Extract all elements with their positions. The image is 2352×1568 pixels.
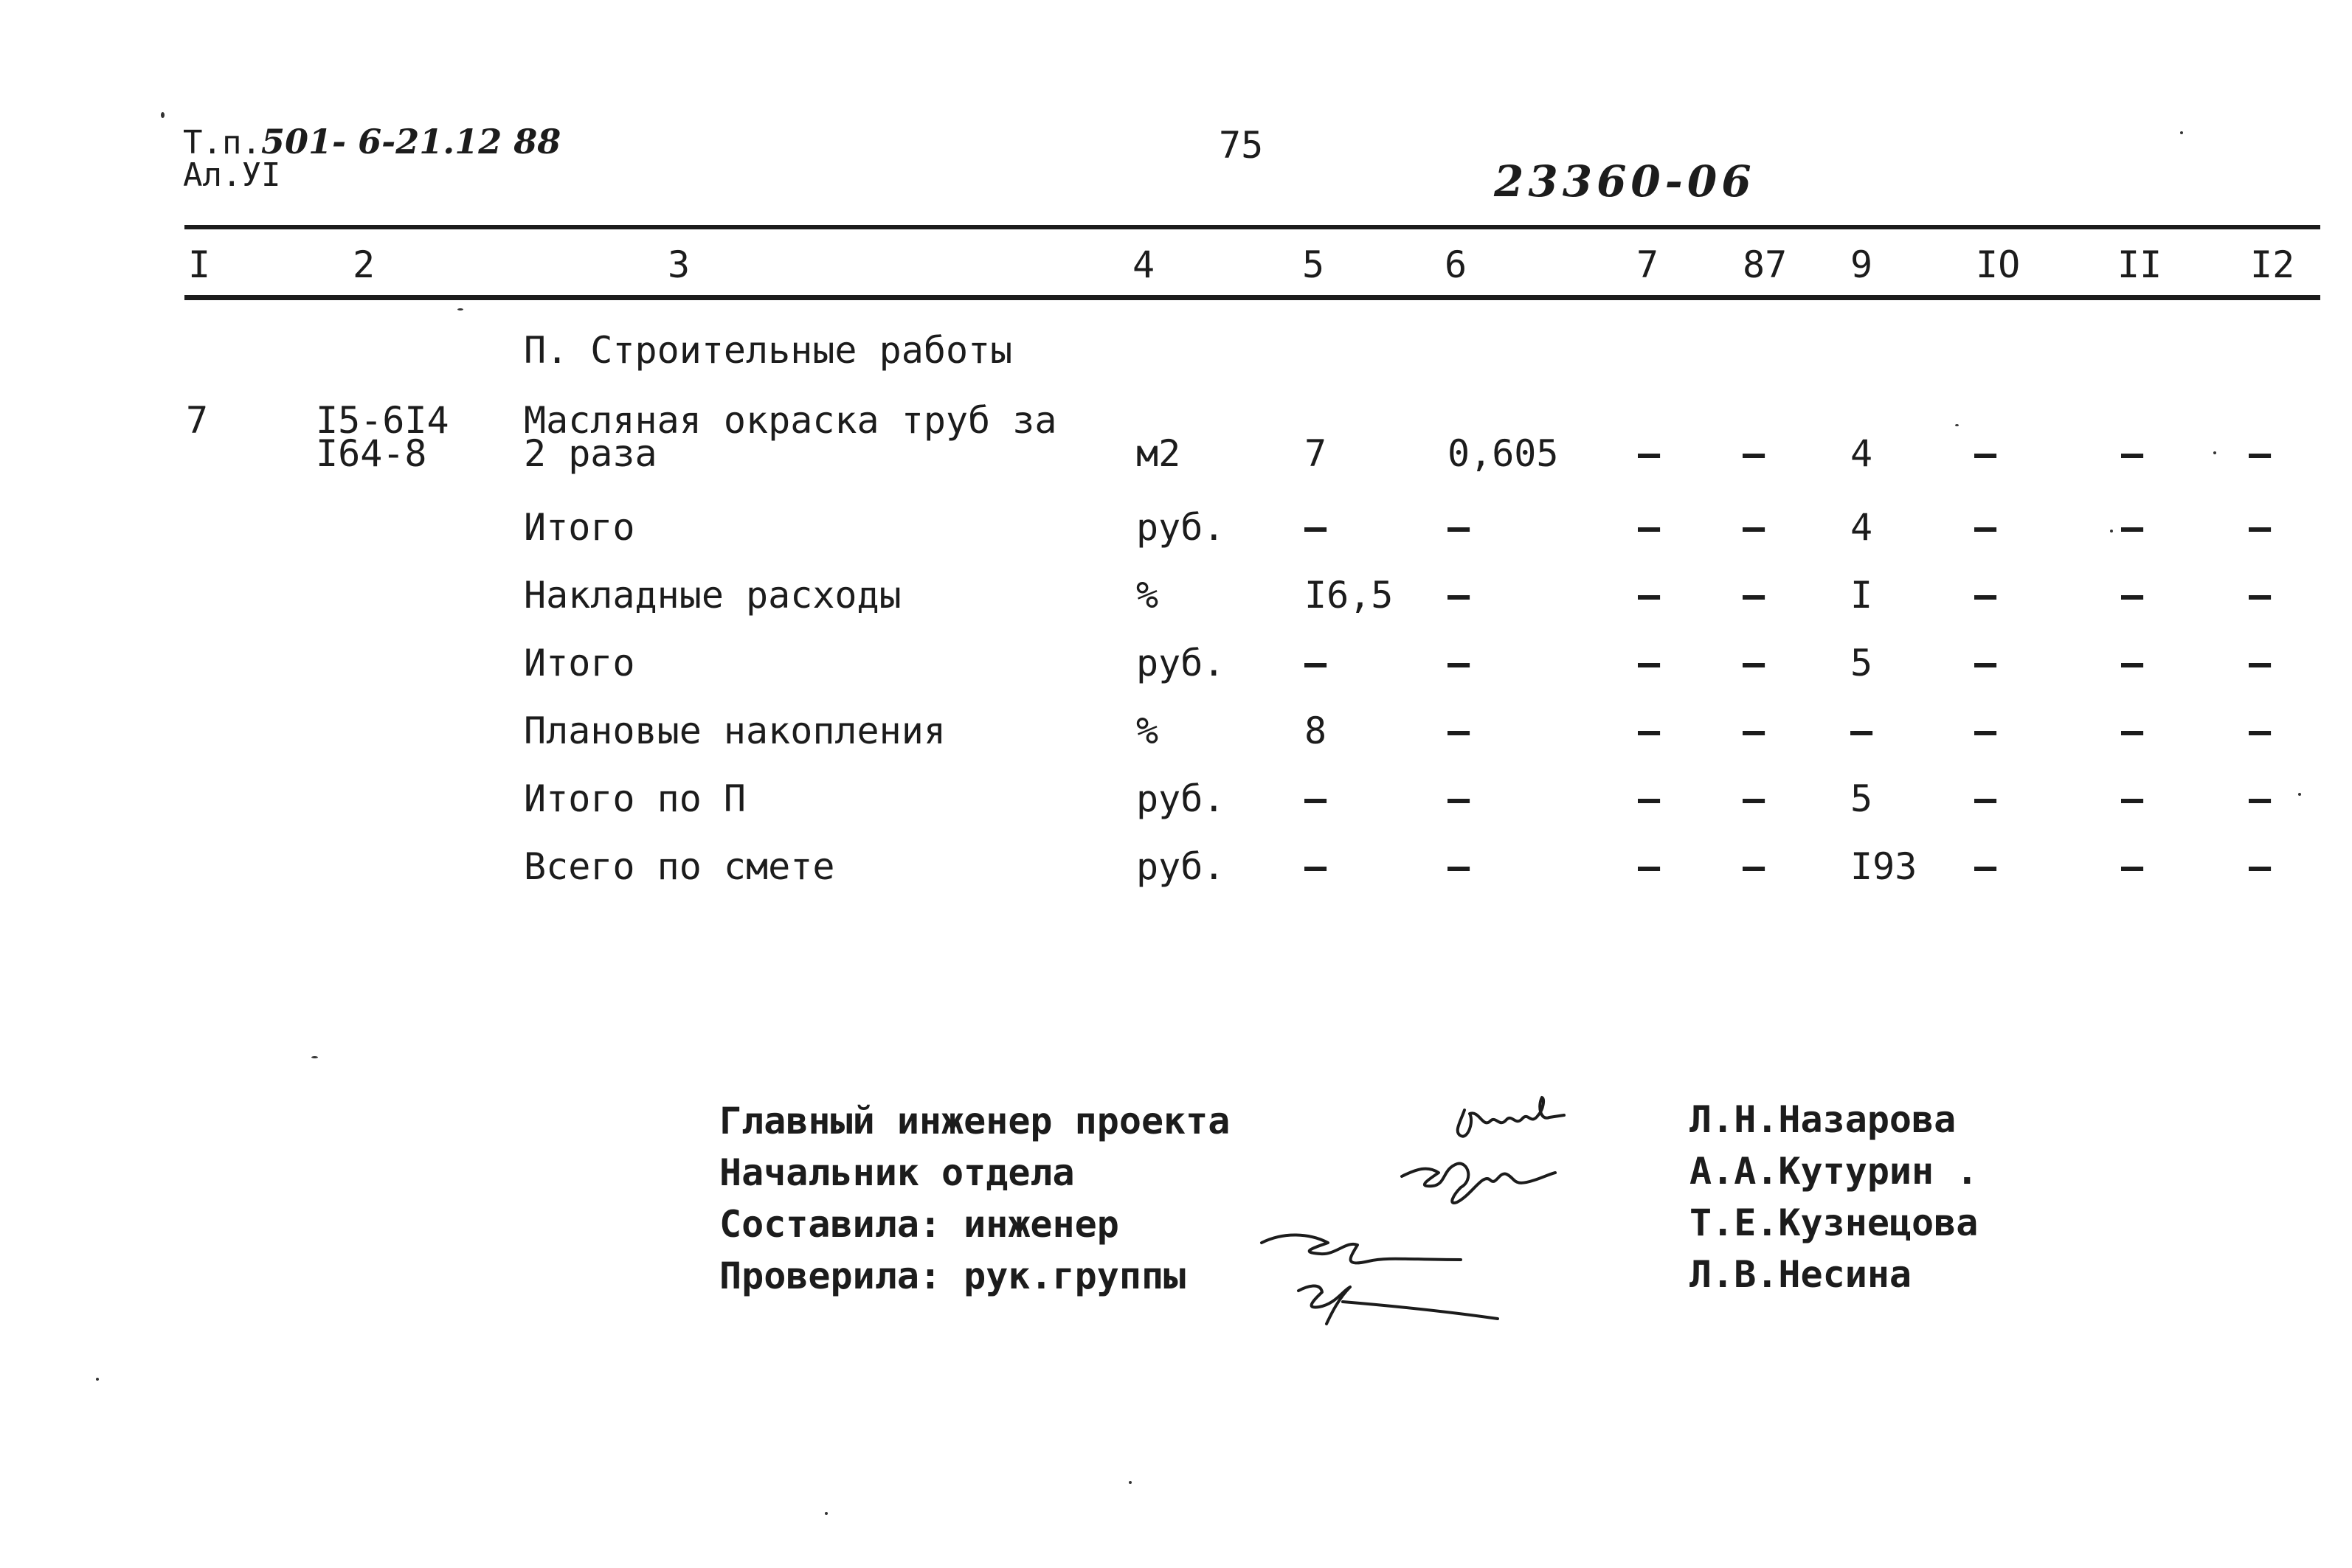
row-unit: руб. [1136,777,1225,820]
row-cell-c12: – [2249,432,2272,475]
signatures-drawing [1239,1077,1653,1357]
row-unit: % [1136,710,1159,752]
column-number: I2 [2250,243,2295,286]
row-cell-c7: – [1638,777,1661,820]
row-cell-c9: I [1850,574,1873,617]
column-number: 87 [1743,243,1788,286]
row-cell-c7: – [1638,710,1661,752]
row-cell-c12: – [2249,506,2272,549]
reference-line [183,122,561,162]
row-cell-c6: – [1447,710,1470,752]
row-cell-c8: – [1743,642,1765,684]
column-number: IO [1976,243,2021,286]
row-cell-c11: – [2121,710,2144,752]
row-cell-c10: – [1974,777,1997,820]
row-cell-c12: – [2249,642,2272,684]
row-cell-c5: I6,5 [1304,574,1394,617]
row-cell-c11: – [2121,574,2144,617]
row-cell-c5: 7 [1304,432,1327,475]
row-name: Масляная окраска труб за [524,399,1057,442]
signature-kuturin-mark [1402,1164,1555,1203]
signatory-name: А.А.Кутурин . [1689,1150,1979,1193]
speck [2180,131,2183,134]
row-cell-c6: – [1447,506,1470,549]
row-cell-c11: – [2121,642,2144,684]
column-number: 5 [1302,243,1325,286]
signature-kuznetsova-mark [1262,1235,1461,1263]
row-name: Плановые накопления [524,710,946,752]
row-cell-c11: – [2121,845,2144,888]
row-cell-c6: 0,605 [1447,432,1559,475]
row-cell-c6: – [1447,642,1470,684]
speck [2298,793,2301,796]
row-cell-c7: – [1638,432,1661,475]
row-cell-c9: 4 [1850,432,1873,475]
row-cell-c12: – [2249,710,2272,752]
signature-role: Начальник отдела [719,1151,1075,1194]
signature-role: Проверила: рук.группы [719,1255,1186,1297]
row-cell-c8: – [1743,710,1765,752]
row-unit: м2 [1136,432,1181,475]
row-name: Накладные расходы [524,574,902,617]
row-cell-c6: – [1447,574,1470,617]
row-cell-c12: – [2249,845,2272,888]
signatory-name: Л.В.Несина [1689,1253,1912,1296]
row-cell-c8: – [1743,506,1765,549]
speck [2110,530,2113,533]
column-number: 2 [353,243,376,286]
row-cell-c5: – [1304,642,1327,684]
row-unit: руб. [1136,506,1225,549]
signature-role: Составила: инженер [719,1203,1119,1246]
speck [457,308,463,311]
row-cell-c5: 8 [1304,710,1327,752]
album-label: Ал.УI [183,156,281,194]
row-cell-c10: – [1974,574,1997,617]
row-name: Итого по П [524,777,747,820]
row-cell-c9: 5 [1850,777,1873,820]
row-unit: руб. [1136,642,1225,684]
row-cell-c12: – [2249,777,2272,820]
signature-nesina-mark [1298,1286,1498,1325]
row-cell-c11: – [2121,777,2144,820]
row-unit: руб. [1136,845,1225,888]
row-cell-c8: – [1743,432,1765,475]
speck [161,112,165,118]
row-cell-c8: – [1743,845,1765,888]
column-number: 7 [1636,243,1659,286]
row-name: Итого [524,642,635,684]
speck [2213,451,2216,454]
row-cell-c12: – [2249,574,2272,617]
column-number: 3 [668,243,691,286]
position-code-2: I64-8 [316,432,427,475]
document-code: 23360-06 [1494,156,1756,207]
row-cell-c9: 5 [1850,642,1873,684]
row-cell-c6: – [1447,845,1470,888]
row-cell-c5: – [1304,777,1327,820]
row-cell-c9: I93 [1850,845,1917,888]
row-cell-c8: – [1743,574,1765,617]
table-header-bottom-rule [184,295,2320,300]
row-cell-c7: – [1638,574,1661,617]
signature-nazarova-mark [1458,1097,1564,1137]
row-cell-c10: – [1974,432,1997,475]
row-name: Итого [524,506,635,549]
column-number: 6 [1445,243,1467,286]
row-name: Всего по смете [524,845,835,888]
page-number: 75 [1219,124,1264,167]
signatory-name: Л.Н.Назарова [1689,1098,1957,1141]
column-number: I [188,243,211,286]
row-cell-c11: – [2121,432,2144,475]
section-title: П. Строительные работы [524,329,1013,372]
row-unit: % [1136,574,1159,617]
row-cell-c5: – [1304,845,1327,888]
row-cell-c11: – [2121,506,2144,549]
row-cell-c7: – [1638,845,1661,888]
row-cell-c9: 4 [1850,506,1873,549]
row-cell-c7: – [1638,506,1661,549]
column-number: II [2117,243,2162,286]
column-number: 9 [1850,243,1873,286]
speck [825,1512,828,1515]
signature-role: Главный инженер проекта [719,1100,1231,1142]
row-cell-c10: – [1974,506,1997,549]
row-cell-c5: – [1304,506,1327,549]
table-top-rule [184,225,2320,229]
row-cell-c9: – [1850,710,1873,752]
row-cell-c10: – [1974,710,1997,752]
row-cell-c10: – [1974,642,1997,684]
speck [96,1378,99,1381]
row-cell-c6: – [1447,777,1470,820]
reference-prefix: Т.п. [183,124,261,162]
row-cell-c10: – [1974,845,1997,888]
column-number: 4 [1132,243,1155,286]
row-cell-c8: – [1743,777,1765,820]
row-cell-c7: – [1638,642,1661,684]
position-code-1: I5-6I4 [316,399,449,442]
speck [1955,424,1959,426]
signatory-name: Т.Е.Кузнецова [1689,1201,1979,1244]
speck [1129,1481,1132,1484]
row-name: 2 раза [524,432,657,475]
position-number: 7 [186,399,209,442]
reference-handwritten: 501- 6-21.12 88 [260,122,561,162]
speck [311,1056,318,1058]
